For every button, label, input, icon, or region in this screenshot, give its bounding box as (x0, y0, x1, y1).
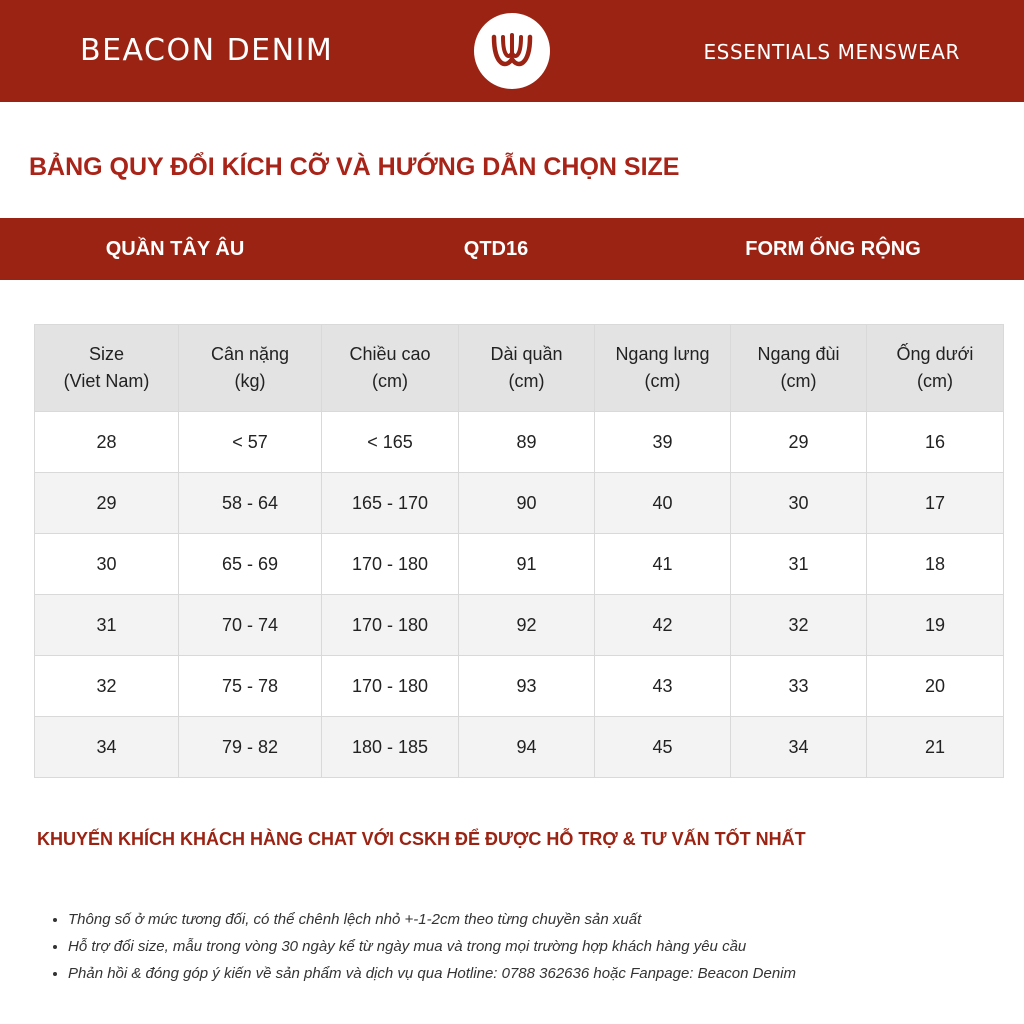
cell-weight: 79 - 82 (179, 717, 322, 778)
header-weight-label: Cân nặng (210, 344, 290, 364)
header-thigh (731, 325, 867, 412)
header-pants-length (459, 325, 595, 412)
brand-name: BEACON DENIM (80, 33, 334, 68)
cell-waist: 43 (595, 656, 731, 717)
cell-weight: 75 - 78 (179, 656, 322, 717)
table-header-row (35, 325, 1004, 412)
cell-height: < 165 (322, 412, 459, 473)
cell-waist: 40 (595, 473, 731, 534)
product-info-band (0, 218, 1024, 280)
cell-hem: 20 (867, 656, 1004, 717)
cell-waist: 42 (595, 595, 731, 656)
table-row (35, 534, 1004, 595)
cell-pants-length: 90 (459, 473, 595, 534)
notes-list (0, 906, 796, 987)
table-row (35, 595, 1004, 656)
cell-pants-length: 91 (459, 534, 595, 595)
note-item: • Phản hồi & đóng góp ý kiến về sản phẩm và dịch vụ qua Hotline: 0788 362636 hoặc Fanpage: Beacon Denim (68, 960, 796, 987)
cell-thigh: 30 (731, 473, 867, 534)
cell-pants-length: 89 (459, 412, 595, 473)
header-height-label: Chiều cao (349, 344, 431, 364)
cell-thigh: 31 (731, 534, 867, 595)
beacon-denim-logo-icon (474, 13, 550, 89)
cell-size: 31 (35, 595, 179, 656)
header-size-unit: (Viet Nam) (63, 371, 150, 391)
product-type: QUẦN TÂY ÂU (105, 238, 245, 260)
cell-height: 170 - 180 (322, 595, 459, 656)
cell-size: 30 (35, 534, 179, 595)
cell-waist: 41 (595, 534, 731, 595)
header-hem-label: Ống dưới (896, 344, 974, 364)
cell-weight: 58 - 64 (179, 473, 322, 534)
header-height-unit: (cm) (372, 371, 408, 391)
header-weight (179, 325, 322, 412)
table-row (35, 473, 1004, 534)
cell-thigh: 32 (731, 595, 867, 656)
header-hem-unit: (cm) (917, 371, 953, 391)
cell-pants-length: 93 (459, 656, 595, 717)
cell-height: 165 - 170 (322, 473, 459, 534)
cell-hem: 19 (867, 595, 1004, 656)
header-waist (595, 325, 731, 412)
table-row (35, 656, 1004, 717)
cell-size: 28 (35, 412, 179, 473)
product-code: QTD16 (463, 238, 529, 260)
cell-weight: 70 - 74 (179, 595, 322, 656)
header-pants-length-unit: (cm) (508, 371, 545, 391)
table-row (35, 412, 1004, 473)
cell-size: 32 (35, 656, 179, 717)
cell-height: 180 - 185 (322, 717, 459, 778)
header-size-label: Size (88, 344, 124, 364)
table-head (35, 325, 1004, 412)
cell-hem: 18 (867, 534, 1004, 595)
size-chart-table (34, 324, 1004, 778)
brand-header-bar (0, 0, 1024, 102)
header-pants-length-label: Dài quần (490, 344, 563, 364)
support-notice: KHUYẾN KHÍCH KHÁCH HÀNG CHAT VỚI CSKH ĐỂ ĐƯỢC HỖ TRỢ & TƯ VẤN TỐT NHẤT (37, 829, 806, 849)
cell-waist: 45 (595, 717, 731, 778)
cell-pants-length: 94 (459, 717, 595, 778)
header-weight-unit: (kg) (234, 371, 266, 391)
header-thigh-label: Ngang đùi (757, 344, 840, 364)
cell-height: 170 - 180 (322, 534, 459, 595)
page-title: BẢNG QUY ĐỔI KÍCH CỠ VÀ HƯỚNG DẪN CHỌN SIZE (29, 153, 680, 181)
header-thigh-unit: (cm) (780, 371, 817, 391)
cell-weight: < 57 (179, 412, 322, 473)
table-body (35, 412, 1004, 778)
cell-thigh: 29 (731, 412, 867, 473)
header-hem (867, 325, 1004, 412)
cell-thigh: 33 (731, 656, 867, 717)
cell-pants-length: 92 (459, 595, 595, 656)
cell-height: 170 - 180 (322, 656, 459, 717)
header-size (35, 325, 179, 412)
product-form: FORM ỐNG RỘNG (745, 238, 921, 260)
cell-hem: 17 (867, 473, 1004, 534)
header-height (322, 325, 459, 412)
cell-hem: 16 (867, 412, 1004, 473)
brand-logo (474, 13, 550, 89)
cell-thigh: 34 (731, 717, 867, 778)
header-waist-label: Ngang lưng (615, 344, 710, 364)
cell-size: 29 (35, 473, 179, 534)
note-item: • Hỗ trợ đổi size, mẫu trong vòng 30 ngày kể từ ngày mua và trong mọi trường hợp khách hàng yêu cầu (68, 933, 796, 960)
brand-tagline: ESSENTIALS MENSWEAR (703, 40, 960, 64)
cell-size: 34 (35, 717, 179, 778)
note-item: • Thông số ở mức tương đối, có thể chênh lệch nhỏ +-1-2cm theo từng chuyền sản xuất (68, 906, 796, 933)
cell-waist: 39 (595, 412, 731, 473)
table-row (35, 717, 1004, 778)
cell-hem: 21 (867, 717, 1004, 778)
cell-weight: 65 - 69 (179, 534, 322, 595)
header-waist-unit: (cm) (644, 371, 681, 391)
